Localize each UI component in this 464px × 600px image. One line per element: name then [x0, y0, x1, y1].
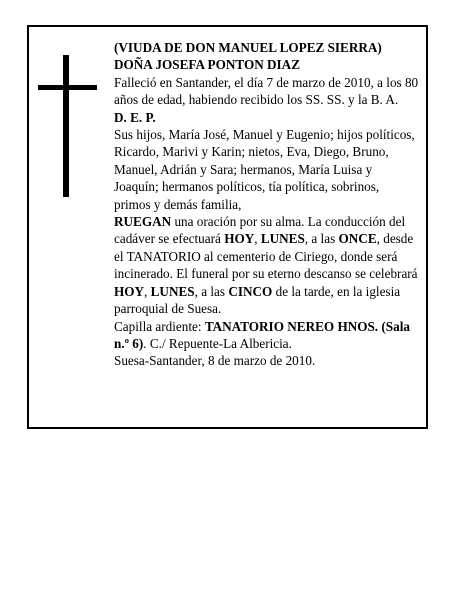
- lunes-word-1: LUNES: [260, 231, 305, 247]
- request-text-7: de la tarde, en la iglesia parroquial de Suesa.: [114, 283, 401, 317]
- request-text-3: , a las: [304, 231, 339, 247]
- deceased-name: DOÑA JOSEFA PONTON DIAZ: [114, 57, 300, 73]
- request-text-2: ,: [254, 231, 261, 247]
- once-word: ONCE: [338, 231, 377, 247]
- lunes-word-2: LUNES: [150, 283, 195, 299]
- request-text-6: , a las: [194, 283, 229, 299]
- cross-vertical-bar: [63, 55, 69, 197]
- chapel-address: . C./ Repuente-La Albericia.: [143, 335, 292, 351]
- hoy-word-2: HOY: [114, 283, 145, 299]
- request-text-5: ,: [144, 283, 151, 299]
- request-text-4: , desde el TANATORIO al cementerio de Ciriego, donde será incinerado. El funeral por su eterno descanso se celebrará: [114, 231, 418, 282]
- cross-horizontal-bar: [38, 85, 97, 90]
- dep-line: D. E. P.: [114, 109, 156, 125]
- chapel-place: TANATORIO NEREO HNOS. (Sala n.º 6): [114, 318, 410, 351]
- place-date-line: Suesa-Santander, 8 de marzo de 2010.: [114, 353, 316, 369]
- hoy-word-1: HOY: [224, 231, 255, 247]
- request-paragraph: [114, 213, 419, 317]
- ruegan-word: RUEGAN: [114, 214, 172, 230]
- family-paragraph: Sus hijos, María José, Manuel y Eugenio; hijos políticos, Ricardo, Marivi y Karin; nietos, Eva, Diego, Bruno, Manuel, Adrián y Sara; hermanos, María Luisa y Joaquín; hermanos políticos, tía política, sobrinos, primos y demás familia,: [114, 127, 415, 212]
- widow-of-line: (VIUDA DE DON MANUEL LOPEZ SIERRA): [114, 40, 382, 55]
- obituary-text: [114, 39, 419, 370]
- cinco-word: CINCO: [228, 283, 273, 299]
- chapel-paragraph: [114, 318, 419, 353]
- request-text-1: una oración por su alma. La conducción del cadáver se efectuará: [114, 214, 406, 247]
- cross-icon: [38, 55, 98, 197]
- death-notice-paragraph: Falleció en Santander, el día 7 de marzo de 2010, a los 80 años de edad, habiendo recibido los SS. SS. y la B. A.: [114, 74, 419, 108]
- chapel-label: Capilla ardiente:: [114, 318, 205, 334]
